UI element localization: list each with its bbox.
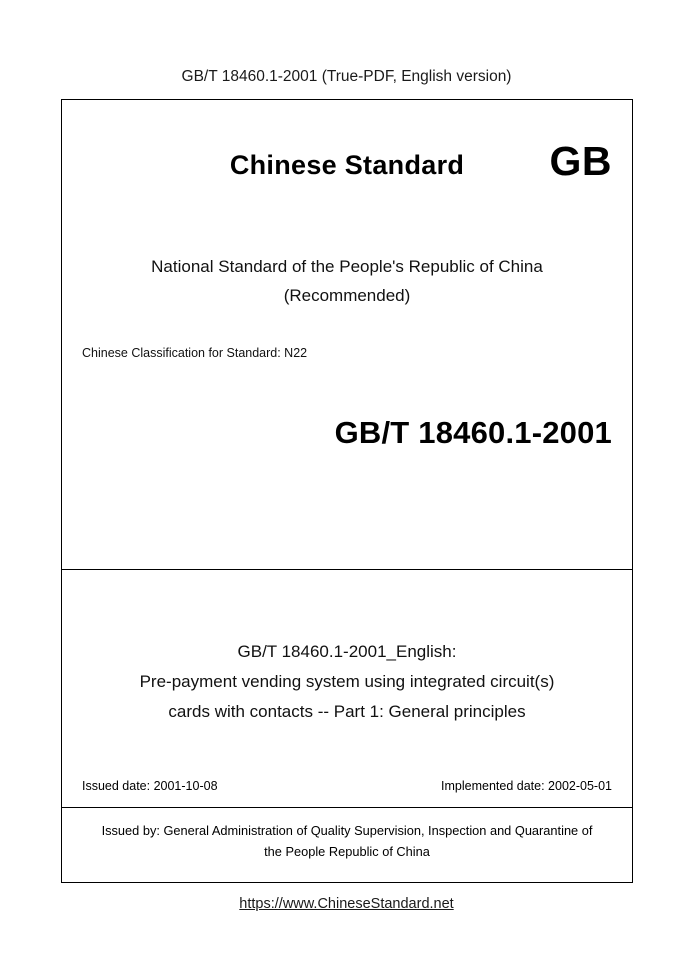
issued-date: Issued date: 2001-10-08 bbox=[82, 779, 218, 793]
document-title-line-2: Pre-payment vending system using integrated circuit(s) bbox=[139, 672, 555, 691]
national-standard-subtitle bbox=[62, 252, 632, 310]
subtitle-line-2: (Recommended) bbox=[283, 286, 411, 305]
standard-code: GB/T 18460.1-2001 bbox=[334, 415, 612, 450]
implemented-date: Implemented date: 2002-05-01 bbox=[441, 779, 612, 793]
document-title-line-1: GB/T 18460.1-2001_English: bbox=[237, 642, 457, 661]
cover-bottom-section bbox=[62, 808, 632, 880]
cover-top-section bbox=[62, 100, 632, 570]
issued-by-line-2: the People Republic of China bbox=[264, 844, 430, 859]
subtitle-line-1: National Standard of the People's Republic of China bbox=[151, 257, 543, 276]
issued-by-text bbox=[76, 820, 618, 862]
issued-by-line-1: Issued by: General Administration of Quality Supervision, Inspection and Quarantine of bbox=[101, 823, 593, 838]
standard-cover-box bbox=[61, 99, 633, 883]
classification-text: Chinese Classification for Standard: N22 bbox=[82, 346, 308, 360]
dates-row bbox=[62, 779, 632, 793]
footer-website-link[interactable]: https://www.ChineseStandard.net bbox=[239, 896, 454, 912]
gb-logo-mark: GB bbox=[549, 138, 612, 184]
document-title bbox=[62, 637, 632, 727]
document-title-line-3: cards with contacts -- Part 1: General principles bbox=[168, 702, 526, 721]
page-title: Chinese Standard bbox=[229, 150, 465, 180]
cover-middle-section bbox=[62, 570, 632, 808]
page-header-text: GB/T 18460.1-2001 (True-PDF, English version) bbox=[181, 68, 512, 85]
